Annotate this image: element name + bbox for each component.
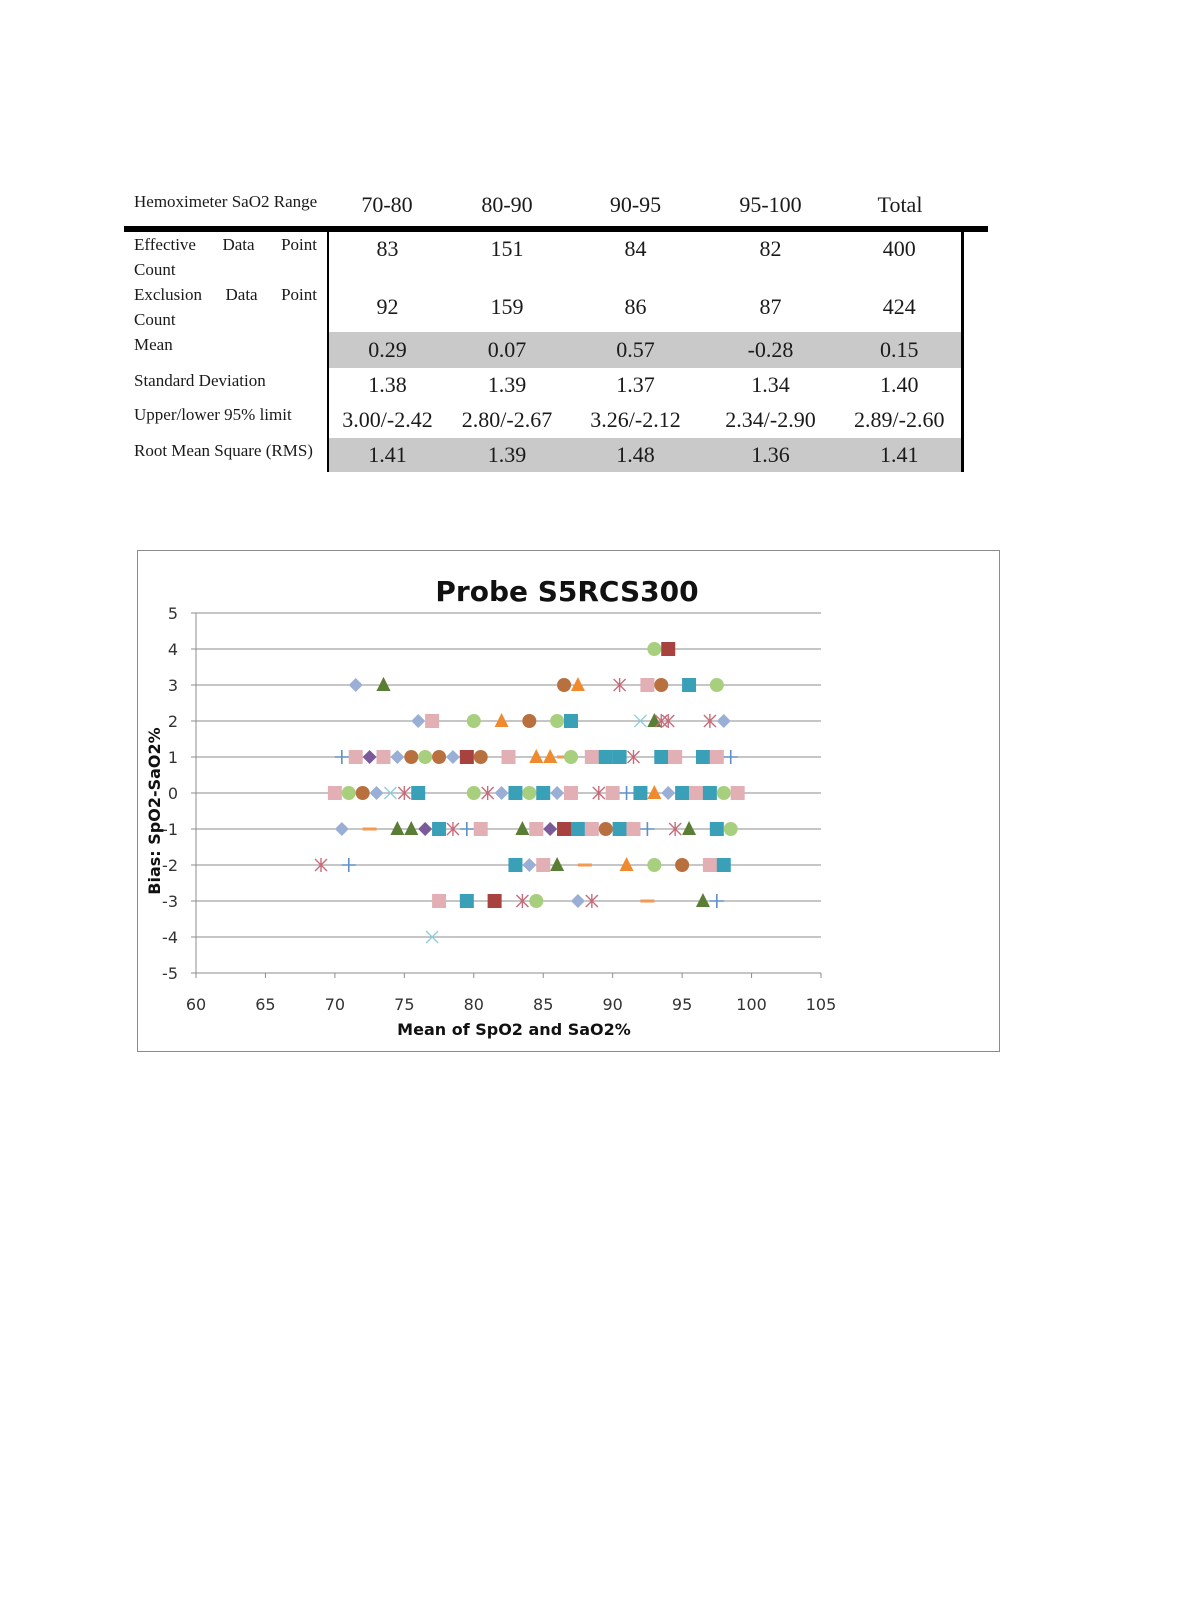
- y-axis-label: Bias: SpO2-SaO2%: [145, 727, 164, 895]
- table-cell: 0.07: [446, 332, 568, 368]
- y-tick-label: 4: [167, 640, 178, 659]
- table-cell: 1.34: [751, 372, 790, 397]
- data-point: [731, 786, 745, 800]
- data-point: [522, 714, 536, 728]
- data-point: [578, 864, 592, 867]
- x-tick-label: 65: [255, 995, 276, 1014]
- data-point: [342, 786, 356, 800]
- data-point: [585, 750, 599, 764]
- data-point: [550, 786, 564, 800]
- chart-title: Probe S5RCS300: [435, 575, 699, 608]
- data-point: [404, 750, 418, 764]
- data-point: [508, 786, 522, 800]
- y-tick-label: 5: [167, 604, 178, 623]
- data-point: [557, 678, 571, 692]
- table-cell: 87: [759, 294, 782, 319]
- data-point: [717, 858, 731, 872]
- data-point: [633, 786, 647, 800]
- data-point: [529, 822, 543, 836]
- data-point: [571, 822, 585, 836]
- data-point: [717, 786, 731, 800]
- table-cell: 1.48: [568, 438, 703, 472]
- data-point: [647, 713, 661, 727]
- table-cell: -0.28: [703, 332, 838, 368]
- table-cell: 2.34/-2.90: [725, 407, 816, 432]
- row-label: Standard Deviation: [124, 368, 328, 402]
- data-point: [564, 786, 578, 800]
- x-tick-label: 95: [671, 995, 693, 1014]
- table-cell: 1.36: [703, 438, 838, 472]
- table-cell: 1.38: [368, 372, 407, 397]
- data-point: [682, 821, 696, 835]
- x-tick-label: 100: [736, 995, 767, 1014]
- data-point: [710, 822, 724, 836]
- data-point: [508, 858, 522, 872]
- table-cell: 1.37: [616, 372, 655, 397]
- data-point: [460, 894, 474, 908]
- data-point: [627, 822, 641, 836]
- data-point: [328, 786, 342, 800]
- data-point: [661, 786, 675, 800]
- data-point: [675, 786, 689, 800]
- data-point: [363, 750, 377, 764]
- data-point: [495, 786, 509, 800]
- data-point: [543, 822, 557, 836]
- table-cell: 1.39: [487, 372, 527, 397]
- data-point: [668, 750, 682, 764]
- column-header: 70-80: [361, 192, 413, 217]
- data-point: [606, 786, 620, 800]
- data-point: [536, 858, 550, 872]
- x-tick-label: 105: [805, 995, 837, 1014]
- data-point: [335, 822, 349, 836]
- data-point: [557, 822, 571, 836]
- table-cell: 83: [376, 236, 399, 261]
- data-point: [495, 713, 509, 727]
- data-point: [460, 750, 474, 764]
- y-tick-label: 1: [167, 748, 178, 767]
- data-point: [564, 750, 578, 764]
- y-tick-label: -2: [162, 856, 178, 875]
- data-point: [613, 750, 627, 764]
- data-point: [349, 678, 363, 692]
- table-cell: 92: [376, 294, 399, 319]
- table-cell: 86: [624, 294, 647, 319]
- row-label: Mean: [124, 332, 328, 368]
- y-tick-label: -4: [162, 928, 178, 947]
- table-row: [124, 368, 988, 402]
- table-cell: 1.39: [446, 438, 568, 472]
- y-tick-label: -5: [162, 964, 178, 983]
- chart-svg: [138, 551, 999, 1051]
- data-point: [467, 714, 481, 728]
- table-row: [124, 332, 988, 368]
- row-label: Root Mean Square (RMS): [124, 438, 328, 472]
- data-point: [620, 857, 634, 871]
- data-point: [585, 822, 599, 836]
- x-tick-label: 85: [533, 995, 554, 1014]
- data-point: [550, 857, 564, 871]
- table-row: [124, 282, 988, 332]
- data-point: [696, 750, 710, 764]
- data-point: [543, 749, 557, 763]
- data-point: [654, 678, 668, 692]
- data-point: [522, 858, 536, 872]
- row-label: Effective Data Point Count: [124, 229, 328, 282]
- data-point: [613, 822, 627, 836]
- data-point: [411, 786, 425, 800]
- table-cell: 2.80/-2.67: [461, 407, 553, 432]
- y-tick-label: 0: [167, 784, 178, 803]
- data-point: [446, 750, 460, 764]
- data-point: [335, 750, 349, 764]
- data-point: [550, 714, 564, 728]
- data-point: [432, 750, 446, 764]
- data-point: [529, 749, 543, 763]
- data-point: [390, 750, 404, 764]
- y-tick-label: -1: [162, 820, 178, 839]
- data-point: [411, 714, 425, 728]
- data-point: [703, 786, 717, 800]
- data-point: [363, 828, 377, 831]
- data-point: [571, 894, 585, 908]
- table-row: [124, 229, 988, 282]
- x-tick-label: 75: [394, 995, 415, 1014]
- column-header: 80-90: [481, 192, 533, 217]
- table-cell: 1.40: [838, 368, 962, 402]
- data-point: [675, 858, 689, 872]
- x-tick-label: 80: [463, 995, 484, 1014]
- data-point: [689, 786, 703, 800]
- data-point: [710, 894, 724, 908]
- table-cell: 0.29: [328, 332, 446, 368]
- data-point: [710, 678, 724, 692]
- data-point: [404, 821, 418, 835]
- table-cell: 400: [838, 229, 962, 282]
- data-point: [418, 750, 432, 764]
- data-point: [564, 714, 578, 728]
- data-point: [620, 786, 634, 800]
- data-point: [724, 822, 738, 836]
- data-point: [370, 786, 384, 800]
- data-point: [640, 822, 654, 836]
- data-point: [682, 678, 696, 692]
- statistics-table: [124, 188, 988, 472]
- row-label: Exclusion Data Point Count: [124, 282, 328, 332]
- data-point: [640, 678, 654, 692]
- data-point: [599, 822, 613, 836]
- data-point: [390, 821, 404, 835]
- data-point: [502, 750, 516, 764]
- data-point: [724, 750, 738, 764]
- row-label: Upper/lower 95% limit: [124, 402, 328, 438]
- y-tick-label: 2: [167, 712, 178, 731]
- data-point: [460, 822, 474, 836]
- data-point: [418, 822, 432, 836]
- table-cell: 3.00/-2.42: [342, 407, 433, 432]
- data-point: [474, 822, 488, 836]
- table-cell: 84: [624, 236, 647, 261]
- table-cell: 424: [838, 282, 962, 332]
- data-point: [515, 821, 529, 835]
- range-header: Hemoximeter SaO2 Range: [134, 192, 318, 211]
- bland-altman-chart: [137, 550, 1000, 1052]
- data-point: [599, 750, 613, 764]
- data-point: [488, 894, 502, 908]
- table-cell: 0.15: [838, 332, 962, 368]
- data-point: [522, 786, 536, 800]
- table-cell: 82: [759, 236, 782, 261]
- data-point: [647, 858, 661, 872]
- y-tick-label: -3: [162, 892, 178, 911]
- y-tick-label: 3: [167, 676, 178, 695]
- data-point: [356, 786, 370, 800]
- table-cell: 0.57: [568, 332, 703, 368]
- table-cell: 3.26/-2.12: [590, 407, 681, 432]
- x-tick-label: 90: [602, 995, 623, 1014]
- data-point: [536, 786, 550, 800]
- table-row: [124, 402, 988, 438]
- data-point: [432, 894, 446, 908]
- data-point: [703, 858, 717, 872]
- data-point: [647, 642, 661, 656]
- data-point: [529, 894, 543, 908]
- column-header: 90-95: [609, 192, 662, 217]
- data-point: [654, 750, 668, 764]
- data-point: [349, 750, 363, 764]
- table-cell: 1.41: [328, 438, 446, 472]
- table-cell: 1.41: [838, 438, 962, 472]
- table-cell: 151: [490, 236, 524, 261]
- data-point: [432, 822, 446, 836]
- data-point: [467, 786, 481, 800]
- data-point: [474, 750, 488, 764]
- data-point: [377, 677, 391, 691]
- table-row: [124, 438, 988, 472]
- data-point: [571, 677, 585, 691]
- data-point: [710, 750, 724, 764]
- x-tick-label: 70: [324, 995, 346, 1014]
- table-cell: 159: [490, 294, 524, 319]
- data-point: [640, 900, 654, 903]
- table-cell: 2.89/-2.60: [838, 402, 962, 438]
- column-header: 95-100: [739, 192, 802, 217]
- data-point: [342, 858, 356, 872]
- data-point: [647, 785, 661, 799]
- x-axis-label: Mean of SpO2 and SaO2%: [397, 1020, 631, 1039]
- data-point: [661, 642, 675, 656]
- data-point: [717, 714, 731, 728]
- data-point: [377, 750, 391, 764]
- data-point: [425, 714, 439, 728]
- table-header-row: [124, 188, 988, 229]
- x-tick-label: 60: [185, 995, 207, 1014]
- data-point: [696, 893, 710, 907]
- column-header: Total: [877, 192, 923, 217]
